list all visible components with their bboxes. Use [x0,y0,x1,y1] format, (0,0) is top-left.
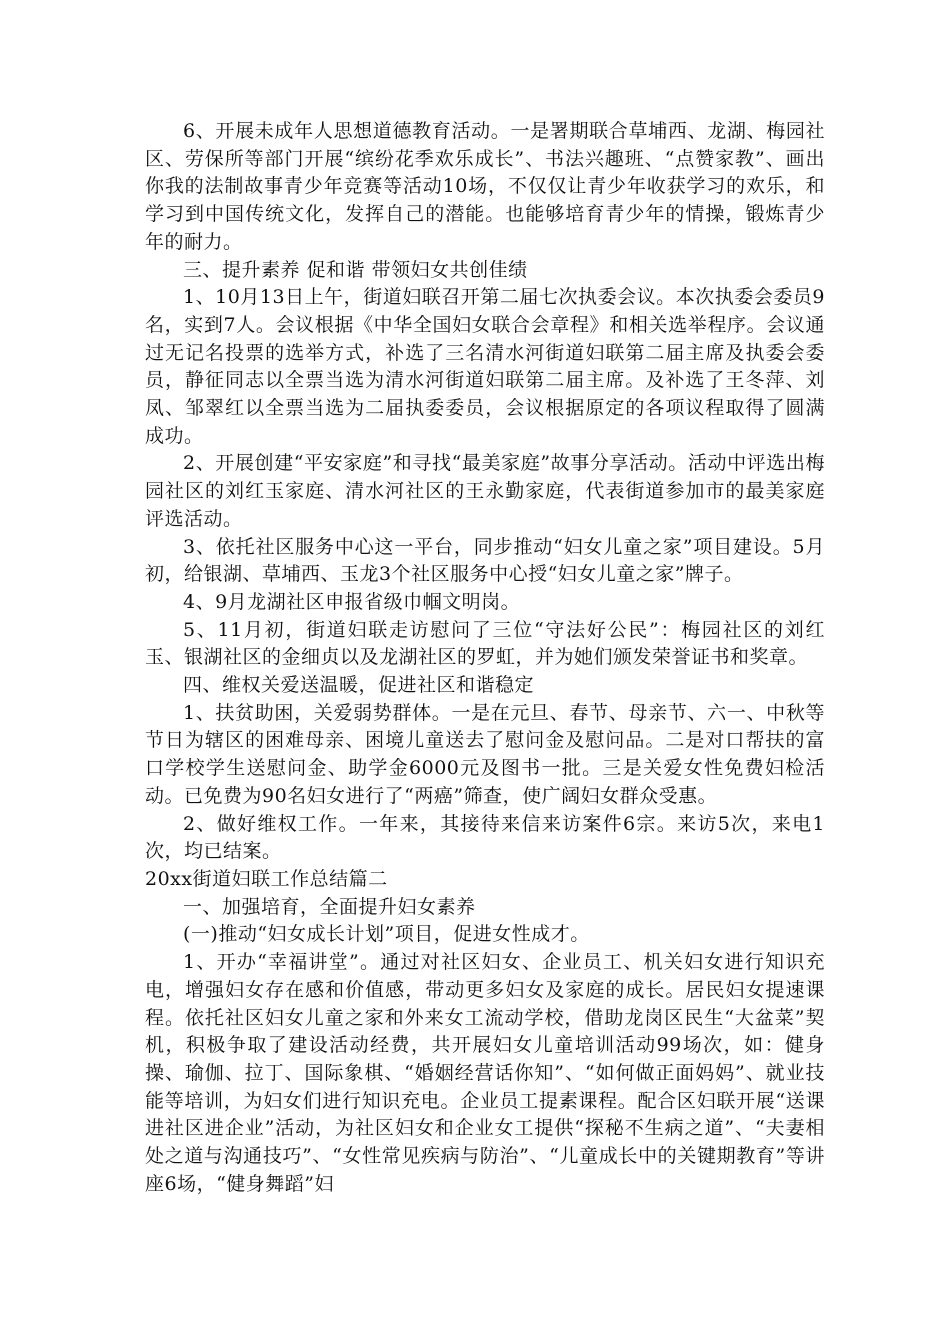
article-title-part-two: 20xx街道妇联工作总结篇二 [145,867,388,890]
section-heading-3: 三、提升素养 促和谐 带领妇女共创佳绩 [183,258,528,281]
subsection-heading-1: (一)推动“妇女成长计划”项目，促进女性成才。 [183,923,590,946]
section-heading-4: 四、维权关爱送温暖，促进社区和谐稳定 [183,674,535,697]
paragraph-family-activity: 2、开展创建“平安家庭”和寻找“最美家庭”故事分享活动。活动中评选出梅园社区的刘红玉家庭、清水河社区的王永勤家庭，代表街道参加市的最美家庭评选活动。 [145,452,825,530]
paragraph-women-children-home: 3、依托社区服务中心这一平台，同步推动“妇女儿童之家”项目建设。5月初，给银湖、草埔西、玉龙3个社区服务中心授“妇女儿童之家”牌子。 [145,535,825,586]
section-heading-1: 一、加强培育，全面提升妇女素养 [183,895,476,918]
paragraph-civilized-post: 4、9月龙湖社区申报省级巾帼文明岗。 [183,590,521,613]
paragraph-rights-protection: 2、做好维权工作。一年来，其接待来信来访案件6宗。来访5次，来电1次，均已结案。 [145,812,825,863]
paragraph-item-6-minors-education: 6、开展未成年人思想道德教育活动。一是署期联合草埔西、龙湖、梅园社区、劳保所等部门开展“缤纷花季欢乐成长”、书法兴趣班、“点赞家教”、画出你我的法制故事青少年竞赛等活动10场，不仅仅让青少年收获学习的欢乐，和学习到中国传统文化，发挥自己的潜能。也能够培育青少年的情操，锻炼青少年的耐力。 [145,120,825,253]
paragraph-poverty-relief: 1、扶贫助困，关爱弱势群体。一是在元旦、春节、母亲节、六一、中秋等节日为辖区的困难母亲、困境儿童送去了慰问金及慰问品。二是对口帮扶的富口学校学生送慰问金、助学金6000元及图书一批。三是关爱女性免费妇检活动。已免费为90名妇女进行了“两癌”筛查，使广阔妇女群众受惠。 [145,701,825,807]
paragraph-happiness-lecture: 1、开办“幸福讲堂”。通过对社区妇女、企业员工、机关妇女进行知识充电，增强妇女存在感和价值感，带动更多妇女及家庭的成长。居民妇女提速课程。依托社区妇女儿童之家和外来女工流动学校，借助龙岗区民生“大盆菜”契机，积极争取了建设活动经费，共开展妇女儿童培训活动99场次，如：健身操、瑜伽、拉丁、国际象棋、“婚姻经营话你知”、“如何做正面妈妈”、就业技能等培训，为妇女们进行知识充电。企业员工提素课程。配合区妇联开展“送课进社区进企业”活动，为社区妇女和企业女工提供“探秘不生病之道”、“夫妻相处之道与沟通技巧”、“女性常见疾病与防治”、“儿童成长中的关键期教育”等讲座6场，“健身舞蹈”妇 [145,951,825,1195]
document-body [145,118,825,1198]
paragraph-law-abiding-citizens: 5、11月初，街道妇联走访慰问了三位“守法好公民”：梅园社区的刘红玉、银湖社区的金细贞以及龙湖社区的罗虹，并为她们颁发荣誉证书和奖章。 [145,618,825,669]
paragraph-committee-meeting: 1、10月13日上午，街道妇联召开第二届七次执委会议。本次执委会委员9名，实到7人。会议根据《中华全国妇女联合会章程》和相关选举程序。会议通过无记名投票的选举方式，补选了三名清水河街道妇联第二届主席及执委会委员，静征同志以全票当选为清水河街道妇联第二届主席。及补选了王冬萍、刘凤、邹翠红以全票当选为二届执委委员，会议根据原定的各项议程取得了圆满成功。 [145,286,825,447]
